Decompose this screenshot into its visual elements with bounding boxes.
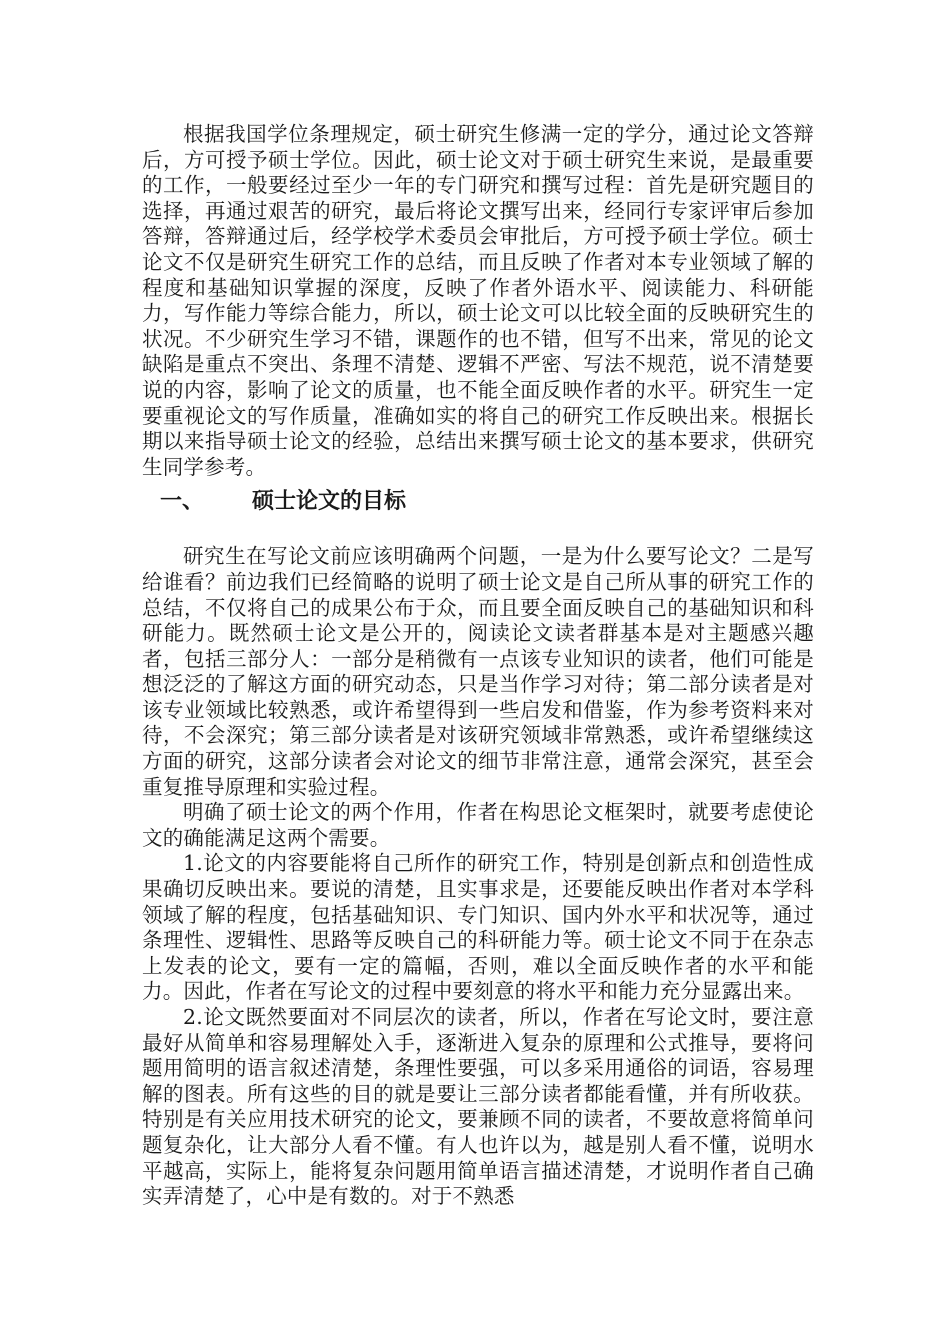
section-title: 硕士论文的目标 [252, 489, 407, 515]
section-heading [142, 482, 814, 522]
body-paragraph: 1.论文的内容要能将自己所作的研究工作，特别是创新点和创造性成果确切反映出来。要说的清楚，且实事求是，还要能反映出作者对本学科领域了解的程度，包括基础知识、专门知识、国内外水平和状况等，通过条理性、逻辑性、思路等反映自己的科研能力等。硕士论文不同于在杂志上发表的论文，要有一定的篇幅，否则，难以全面反映作者的水平和能力。因此，作者在写论文的过程中要刻意的将水平和能力充分显露出来。 [142, 851, 814, 1004]
intro-paragraph: 根据我国学位条理规定，硕士研究生修满一定的学分，通过论文答辩后，方可授予硕士学位。因此，硕士论文对于硕士研究生来说，是最重要的工作，一般要经过至少一年的专门研究和撰写过程：首先是研究题目的选择，再通过艰苦的研究，最后将论文撰写出来，经同行专家评审后参加答辩，答辩通过后，经学校学术委员会审批后，方可授予硕士学位。硕士论文不仅是研究生研究工作的总结，而且反映了作者对本专业领域了解的程度和基础知识掌握的深度，反映了作者外语水平、阅读能力、科研能力，写作能力等综合能力，所以，硕士论文可以比较全面的反映研究生的状况。不少研究生学习不错，课题作的也不错，但写不出来，常见的论文缺陷是重点不突出、条理不清楚、逻辑不严密、写法不规范，说不清楚要说的内容，影响了论文的质量，也不能全面反映作者的水平。研究生一定要重视论文的写作质量，准确如实的将自己的研究工作反映出来。根据长期以来指导硕士论文的经验，总结出来撰写硕士论文的基本要求，供研究生同学参考。 [142, 122, 814, 479]
document-page [142, 122, 814, 1210]
body-paragraph: 研究生在写论文前应该明确两个问题，一是为什么要写论文？二是写给谁看？前边我们已经简略的说明了硕士论文是自己所从事的研究工作的总结，不仅将自己的成果公布于众，而且要全面反映自己的基础知识和科研能力。既然硕士论文是公开的，阅读论文读者群基本是对主题感兴趣者，包括三部分人：一部分是稍微有一点该专业知识的读者，他们可能是想泛泛的了解这方面的研究动态，只是当作学习对待；第二部分读者是对该专业领域比较熟悉，或许希望得到一些启发和借鉴，作为参考资料来对待，不会深究；第三部分读者是对该研究领域非常熟悉，或许希望继续这方面的研究，这部分读者会对论文的细节非常注意，通常会深究，甚至会重复推导原理和实验过程。 [142, 544, 814, 799]
body-paragraph: 明确了硕士论文的两个作用，作者在构思论文框架时，就要考虑使论文的确能满足这两个需要。 [142, 800, 814, 850]
body-paragraph: 2.论文既然要面对不同层次的读者，所以，作者在写论文时，要注意最好从简单和容易理解处入手，逐渐进入复杂的原理和公式推导，要将问题用简明的语言叙述清楚，条理性要强，可以多采用通俗的词语，容易理解的图表。所有这些的目的就是要让三部分读者都能看懂，并有所收获。特别是有关应用技术研究的论文，要兼顾不同的读者，不要故意将简单问题复杂化，让大部分人看不懂。有人也许以为，越是别人看不懂，说明水平越高，实际上，能将复杂问题用简单语言描述清楚，才说明作者自己确实弄清楚了，心中是有数的。对于不熟悉 [142, 1005, 814, 1209]
section-number: 一、 [160, 489, 205, 515]
spacer [142, 534, 814, 544]
